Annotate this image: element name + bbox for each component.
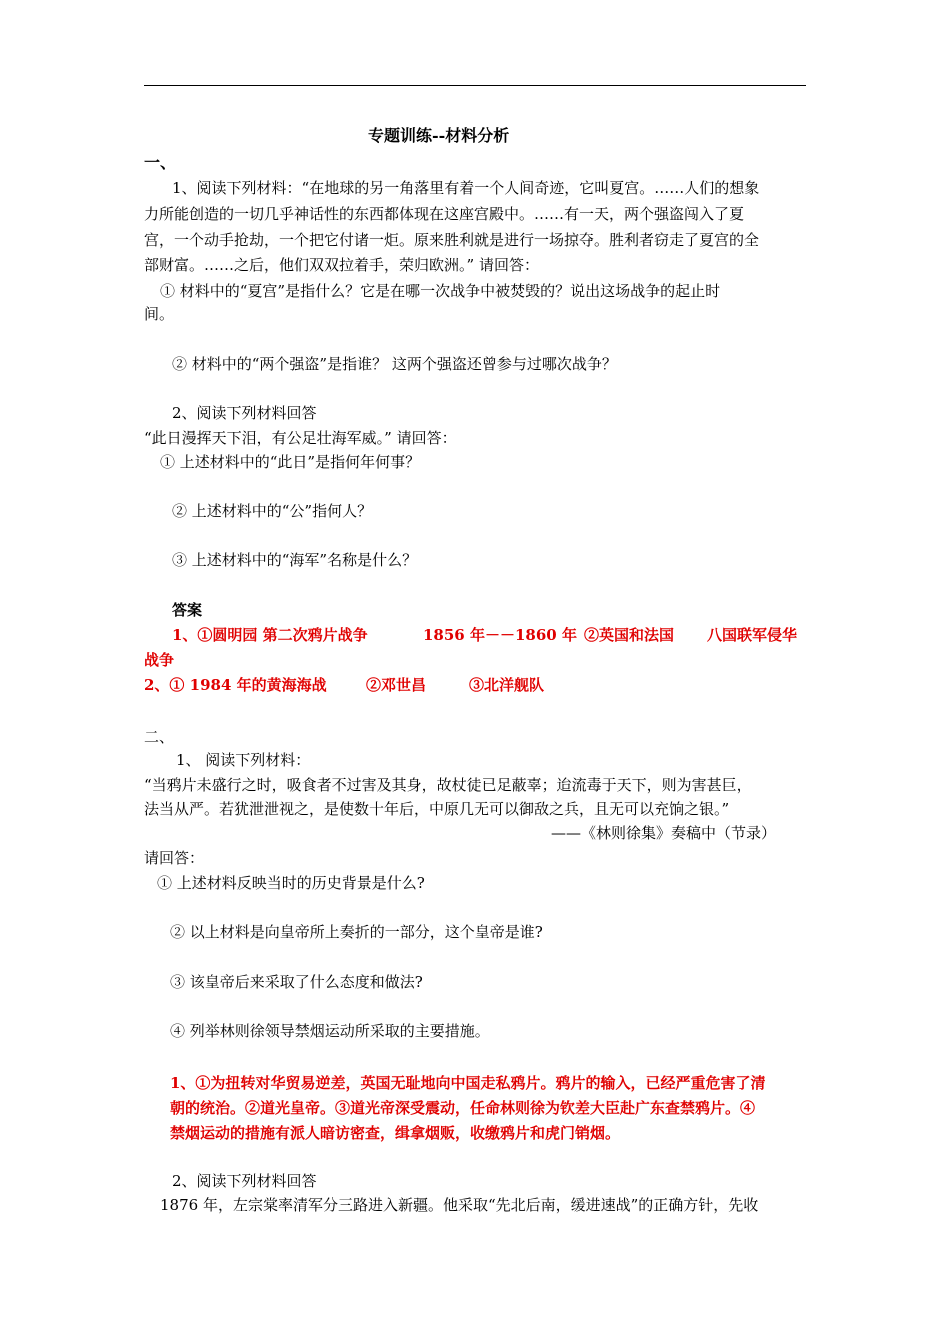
p2-answer-line: 1、①为扭转对华贸易逆差，英国无耻地向中国走私鸦片。鸦片的输入，已经严重危害了清 xyxy=(170,1074,766,1092)
answer2-part-c: ③北洋舰队 xyxy=(469,676,545,694)
p2-q2-intro: 2、阅读下列材料回答 xyxy=(172,1172,317,1190)
q2-intro: 2、阅读下列材料回答 xyxy=(172,404,317,422)
p2-q1-quote-line: “当鸦片未盛行之时，吸食者不过害及其身，故杖徒已足蔽辜；迨流毒于天下，则为害甚巨， xyxy=(144,776,752,794)
p2-answer-line: 朝的统治。②道光皇帝。③道光帝深受震动，任命林则徐为钦差大臣赴广东查禁鸦片。④ xyxy=(170,1099,756,1117)
answer1-part-b: 1856 年－－1860 年 xyxy=(423,626,577,644)
q2-quote: “此日漫挥天下泪，有公足壮海军威。” 请回答： xyxy=(144,429,457,447)
p2-q1-quote-line: 法当从严。若犹泄泄视之，是使数十年后，中原几无可以御敌之兵，且无可以充饷之银。” xyxy=(144,800,730,818)
answer2-part-a: 2、① 1984 年的黄海海战 xyxy=(144,676,327,694)
q1-sub2: ② 材料中的“两个强盗”是指谁？ 这两个强盗还曾参与过哪次战争？ xyxy=(172,355,617,373)
section-one-heading: 一、 xyxy=(144,153,177,172)
p2-q1-sub3: ③ 该皇帝后来采取了什么态度和做法? xyxy=(170,973,423,991)
q1-line: 宫，一个动手抢劫，一个把它付诸一炬。原来胜利就是进行一场掠夺。胜利者窃走了夏宫的全 xyxy=(144,231,760,249)
answer1-part-a: 1、①圆明园 第二次鸦片战争 xyxy=(172,626,368,644)
q1-sub1: ① 材料中的“夏宫”是指什么？它是在哪一次战争中被焚毁的？说出这场战争的起止时 xyxy=(160,282,721,300)
p2-q1-sub4: ④ 列举林则徐领导禁烟运动所采取的主要措施。 xyxy=(170,1022,490,1040)
q2-sub2: ② 上述材料中的“公”指何人？ xyxy=(172,502,373,520)
answer1-part-d: 八国联军侵华 xyxy=(707,626,798,644)
p2-q1-intro: 1、 阅读下列材料： xyxy=(176,751,311,769)
q2-sub1: ① 上述材料中的“此日”是指何年何事？ xyxy=(160,453,421,471)
p2-q2-line: 1876 年，左宗棠率清军分三路进入新疆。他采取“先北后南，缓进速战”的正确方针，先收 xyxy=(160,1196,759,1214)
q1-sub1-cont: 间。 xyxy=(144,305,175,323)
q2-sub3: ③ 上述材料中的“海军”名称是什么？ xyxy=(172,551,418,569)
p2-answer-line: 禁烟运动的措施有派人暗访密查，缉拿烟贩，收缴鸦片和虎门销烟。 xyxy=(170,1124,621,1142)
p2-q1-sub2: ② 以上材料是向皇帝所上奏折的一部分，这个皇帝是谁? xyxy=(170,923,543,941)
p2-q1-sub1: ① 上述材料反映当时的历史背景是什么? xyxy=(157,874,425,892)
q1-line: 1、阅读下列材料：“在地球的另一角落里有着一个人间奇迹，它叫夏宫。……人们的想象 xyxy=(172,179,760,197)
answer-label: 答案 xyxy=(172,601,203,619)
answer2-part-b: ②邓世昌 xyxy=(366,676,427,694)
p2-q1-ask: 请回答： xyxy=(144,849,205,867)
q1-line: 部财富。……之后，他们双双拉着手，荣归欧洲。” 请回答： xyxy=(144,256,539,274)
page-title: 专题训练--材料分析 xyxy=(368,126,510,145)
answer1-part-e: 战争 xyxy=(144,651,175,669)
q1-line: 力所能创造的一切几乎神话性的东西都体现在这座宫殿中。……有一天，两个强盗闯入了夏 xyxy=(144,205,745,223)
p2-q1-source: ——《林则徐集》奏稿中（节录） xyxy=(551,824,777,842)
answer1-part-c: ②英国和法国 xyxy=(584,626,675,644)
header-rule xyxy=(144,85,806,86)
section-two-heading: 二、 xyxy=(144,728,175,746)
